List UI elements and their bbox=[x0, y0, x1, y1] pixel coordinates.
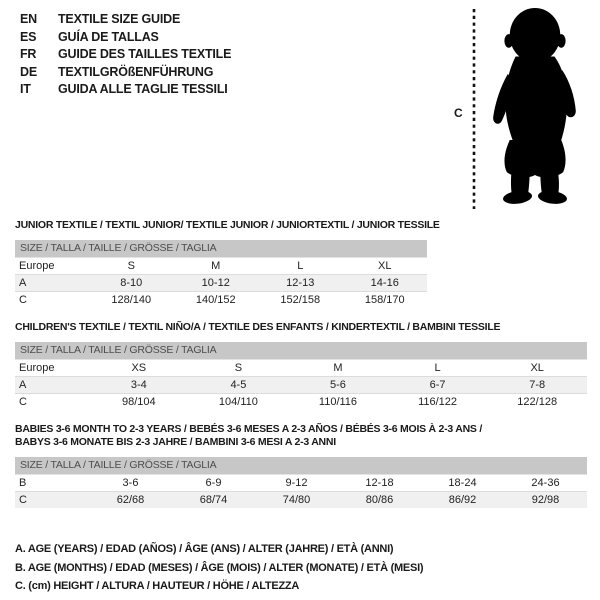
row-label-cell: C bbox=[15, 492, 89, 509]
language-title: TEXTILGRÖßENFÜHRUNG bbox=[58, 64, 214, 79]
value-cell: M bbox=[174, 258, 259, 275]
value-cell: 24-36 bbox=[504, 475, 587, 492]
footnotes bbox=[15, 540, 423, 596]
value-cell: 128/140 bbox=[89, 292, 174, 309]
language-row-de bbox=[20, 64, 231, 82]
value-cell: 80/86 bbox=[338, 492, 421, 509]
value-cell: 152/158 bbox=[258, 292, 343, 309]
language-title: GUÍA DE TALLAS bbox=[58, 29, 159, 44]
table-row bbox=[15, 492, 587, 509]
value-cell: 68/74 bbox=[172, 492, 255, 509]
table-row bbox=[15, 292, 427, 309]
value-cell: 5-6 bbox=[288, 377, 388, 394]
value-cell: 9-12 bbox=[255, 475, 338, 492]
language-code: FR bbox=[20, 47, 37, 61]
value-cell: XL bbox=[487, 360, 587, 377]
row-label-cell: B bbox=[15, 475, 89, 492]
height-figure bbox=[450, 4, 598, 212]
row-label-cell: A bbox=[15, 377, 89, 394]
table-row bbox=[15, 377, 587, 394]
language-row-fr bbox=[20, 46, 231, 64]
childrens-textile-section bbox=[15, 321, 587, 410]
value-cell: 7-8 bbox=[487, 377, 587, 394]
value-cell: 6-9 bbox=[172, 475, 255, 492]
row-label-cell: Europe bbox=[15, 258, 89, 275]
language-title: GUIDE DES TAILLES TEXTILE bbox=[58, 47, 232, 61]
junior-textile-section bbox=[15, 219, 440, 308]
value-cell: 3-6 bbox=[89, 475, 172, 492]
language-title: GUIDA ALLE TAGLIE TESSILI bbox=[58, 82, 228, 96]
footnote-height-cm: C. (cm) HEIGHT / ALTURA / HAUTEUR / HÖHE / ALTEZZA bbox=[15, 580, 300, 592]
value-cell: 122/128 bbox=[487, 394, 587, 411]
table-row bbox=[15, 258, 427, 275]
babies-table-title-line1: BABIES 3-6 MONTH TO 2-3 YEARS / BEBÉS 3-6 MESES A 2-3 AÑOS / BÉBÉS 3-6 MOIS À 2-3 ANS / bbox=[15, 423, 483, 435]
childrens-size-table bbox=[15, 359, 587, 410]
size-header-bar: SIZE / TALLA / TAILLE / GRÖSSE / TAGLIA bbox=[15, 457, 587, 474]
table-row bbox=[15, 275, 427, 292]
value-cell: S bbox=[189, 360, 289, 377]
language-code: ES bbox=[20, 29, 37, 44]
language-row-es bbox=[20, 29, 231, 47]
table-row bbox=[15, 394, 587, 411]
language-title: TEXTILE SIZE GUIDE bbox=[58, 12, 181, 26]
size-header-bar: SIZE / TALLA / TAILLE / GRÖSSE / TAGLIA bbox=[15, 342, 587, 359]
height-measure-label: C bbox=[454, 106, 463, 120]
value-cell: 8-10 bbox=[89, 275, 174, 292]
value-cell: 18-24 bbox=[421, 475, 504, 492]
language-code: DE bbox=[20, 64, 37, 79]
value-cell: L bbox=[388, 360, 488, 377]
value-cell: XL bbox=[343, 258, 428, 275]
language-code: IT bbox=[20, 82, 31, 96]
junior-table-title: JUNIOR TEXTILE / TEXTIL JUNIOR/ TEXTILE JUNIOR / JUNIORTEXTIL / JUNIOR TESSILE bbox=[15, 219, 440, 231]
value-cell: L bbox=[258, 258, 343, 275]
language-row-en bbox=[20, 11, 231, 29]
baby-silhouette-icon bbox=[484, 6, 586, 210]
language-row-it bbox=[20, 81, 231, 99]
row-label-cell: C bbox=[15, 394, 89, 411]
value-cell: 116/122 bbox=[388, 394, 488, 411]
value-cell: 110/116 bbox=[288, 394, 388, 411]
language-header bbox=[20, 11, 231, 99]
height-dashed-line bbox=[472, 9, 476, 209]
value-cell: 10-12 bbox=[174, 275, 259, 292]
junior-size-table bbox=[15, 257, 427, 308]
row-label-cell: A bbox=[15, 275, 89, 292]
row-label-cell: C bbox=[15, 292, 89, 309]
value-cell: XS bbox=[89, 360, 189, 377]
size-header-bar: SIZE / TALLA / TAILLE / GRÖSSE / TAGLIA bbox=[15, 240, 427, 257]
value-cell: 74/80 bbox=[255, 492, 338, 509]
table-row bbox=[15, 475, 587, 492]
language-code: EN bbox=[20, 12, 37, 26]
row-label-cell: Europe bbox=[15, 360, 89, 377]
childrens-table-title: CHILDREN'S TEXTILE / TEXTIL NIÑO/A / TEXTILE DES ENFANTS / KINDERTEXTIL / BAMBINI TESSILE bbox=[15, 321, 501, 333]
babies-size-table bbox=[15, 474, 587, 508]
value-cell: 62/68 bbox=[89, 492, 172, 509]
footnote-age-years: A. AGE (YEARS) / EDAD (AÑOS) / ÂGE (ANS) / ALTER (JAHRE) / ETÀ (ANNI) bbox=[15, 543, 394, 555]
value-cell: M bbox=[288, 360, 388, 377]
value-cell: 140/152 bbox=[174, 292, 259, 309]
babies-textile-section bbox=[15, 423, 587, 508]
value-cell: 6-7 bbox=[388, 377, 488, 394]
footnote-age-months: B. AGE (MONTHS) / EDAD (MESES) / ÂGE (MOIS) / ALTER (MONATE) / ETÀ (MESI) bbox=[15, 561, 424, 574]
value-cell: 92/98 bbox=[504, 492, 587, 509]
value-cell: 14-16 bbox=[343, 275, 428, 292]
value-cell: 4-5 bbox=[189, 377, 289, 394]
table-row bbox=[15, 360, 587, 377]
value-cell: S bbox=[89, 258, 174, 275]
value-cell: 3-4 bbox=[89, 377, 189, 394]
value-cell: 98/104 bbox=[89, 394, 189, 411]
value-cell: 86/92 bbox=[421, 492, 504, 509]
value-cell: 104/110 bbox=[189, 394, 289, 411]
value-cell: 12-18 bbox=[338, 475, 421, 492]
babies-table-title-line2: BABYS 3-6 MONATE BIS 2-3 JAHRE / BAMBINI 3-6 MESI A 2-3 ANNI bbox=[15, 436, 336, 448]
value-cell: 158/170 bbox=[343, 292, 428, 309]
value-cell: 12-13 bbox=[258, 275, 343, 292]
